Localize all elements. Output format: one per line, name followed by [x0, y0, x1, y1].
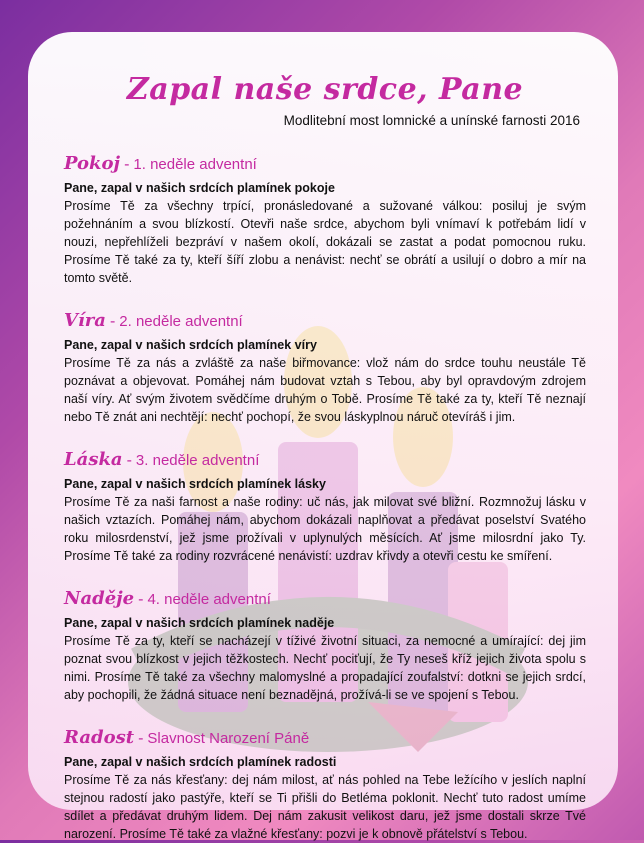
section-week: 3. neděle adventní [135, 452, 260, 469]
section-name: Radost [64, 727, 135, 748]
section-prayer: Prosíme Tě za nás a zvláště za naše biřmovance: vlož nám do srdce touhu neustále Tě poznávat a objevovat. Pomáhej nám budovat vztah s Tebou, aby byl opravdovým zdrojem naší víry. Ať svým životem svědčíme druhým o Tobě. Prosíme Tě také za ty, kteří Tě neznají nebo Tě znát ani nechtějí: nechť pochopí, že svou láskyplnou náruč otevíráš i jim. [64, 356, 586, 424]
section-week: Slavnost Narození Páně [147, 730, 310, 747]
document-card [28, 32, 618, 841]
section-heading [64, 587, 586, 612]
section-plea: Pane, zapal v našich srdcích plamínek lásky [64, 477, 326, 491]
section-separator: - [126, 452, 132, 469]
section-heading [64, 448, 586, 473]
section-laska [64, 448, 586, 565]
section-name: Víra [64, 310, 106, 331]
section-heading [64, 726, 586, 751]
section-name: Naděje [64, 588, 135, 609]
section-name: Láska [64, 449, 123, 470]
section-nadeje [64, 587, 586, 704]
section-week: 1. neděle adventní [133, 156, 257, 173]
section-prayer: Prosíme Tě za nás křesťany: dej nám milost, ať nás pohled na Tebe ležícího v jeslích naplní stejnou radostí jako pastýře, kteří se Ti přišli do Betléma poklonit. Nechť tuto radost umíme sdílet a předávat druhým lidem. Dej nám zakusit velikost daru, jež jsme dostali skrze Tvé narození. Prosíme Tě také za vlažné křesťany: pozvi je k obnově přátelství s Tebou. [64, 773, 586, 841]
document-content [64, 70, 586, 843]
page-subtitle: Modlitební most lomnické a unínské farnosti 2016 [283, 113, 580, 128]
section-plea: Pane, zapal v našich srdcích plamínek naděje [64, 616, 335, 630]
section-pokoj [64, 152, 586, 287]
section-heading [64, 152, 586, 177]
section-prayer: Prosíme Tě za ty, kteří se nacházejí v tíživé životní situaci, za nemocné a umírající: dej jim poznat svou blízkost v jejich těžkostech. Nechť pociťují, že Ty neseš kříž jejich života spolu s nimi. Prosíme Tě také za všechny malomyslné a propadající zoufalství: dotkni se jejich srdcí, aby pochopili, že žádná situace není beznadějná, prožívá-li se ve spojení s Tebou. [64, 634, 586, 702]
section-heading [64, 309, 586, 334]
section-week: 2. neděle adventní [119, 313, 243, 330]
section-name: Pokoj [64, 153, 121, 174]
section-separator: - [124, 156, 130, 173]
section-prayer: Prosíme Tě za naši farnost a naše rodiny: uč nás, jak milovat své bližní. Rozmnožuj lásku v našich vztazích. Pomáhej nám, abychom dokázali naplňovat a předávat poselství Svatého roku milosrdenství, jež jsme prožívali v uplynulých měsících. Ať jsme milosrdní jako Ty. Prosíme Tě také za rodiny rozvrácené nenávistí: uzdrav křivdy a otevři cestu ke smíření. [64, 495, 586, 563]
section-vira [64, 309, 586, 426]
page-title: Zapal naše srdce, Pane [126, 72, 524, 107]
section-separator: - [109, 313, 116, 330]
section-plea: Pane, zapal v našich srdcích plamínek víry [64, 338, 317, 352]
section-plea: Pane, zapal v našich srdcích plamínek pokoje [64, 181, 335, 195]
section-plea: Pane, zapal v našich srdcích plamínek radosti [64, 755, 337, 769]
section-separator: - [138, 730, 144, 747]
section-week: 4. neděle adventní [147, 591, 271, 608]
section-prayer: Prosíme Tě za všechny trpící, pronásledované a sužované válkou: posiluj je svým požehnáním a svou blízkostí. Otevři naše srdce, abychom byli vnímaví k potřebám lidí v nouzi, nepřehlíželi bezpráví v našem okolí, dokázali se zastat a podat pomocnou ruku. Prosíme Tě také za ty, kteří šíří zlobu a nenávist: nechť se obrátí a usilují o dobro a mír na tomto světě. [64, 199, 586, 285]
section-radost [64, 726, 586, 843]
section-separator: - [138, 591, 144, 608]
